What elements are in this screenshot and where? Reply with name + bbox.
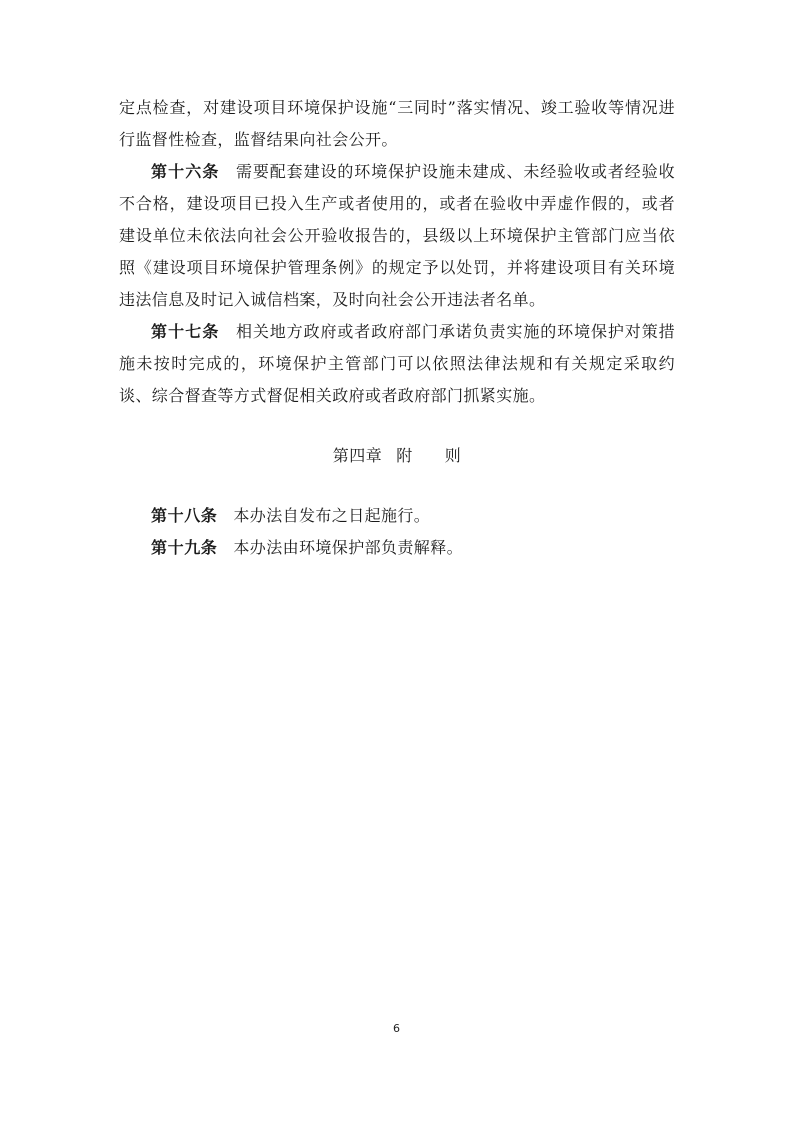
article-17-number: 第十七条: [151, 322, 220, 341]
chapter-number: 第四章: [332, 446, 383, 465]
article-18: [119, 500, 675, 532]
article-18-number: 第十八条: [151, 506, 218, 525]
article-17-text: 相关地方政府或者政府部门承诺负责实施的环境保护对策措施未按时完成的，环境保护主管部门可以依照法律法规和有关规定采取约谈、综合督查等方式督促相关政府或者政府部门抓紧实施。: [119, 322, 676, 405]
article-16-text: 需要配套建设的环境保护设施未建成、未经验收或者经验收不合格，建设项目已投入生产或者使用的，或者在验收中弄虚作假的，或者建设单位未依法向社会公开验收报告的，县级以上环境保护主管部门应当依照《建设项目环境保护管理条例》的规定予以处罚，并将建设项目有关环境违法信息及时记入诚信档案，及时向社会公开违法者名单。: [119, 162, 676, 309]
article-17: [119, 316, 675, 412]
page-number: 6: [393, 1022, 400, 1035]
chapter-title-part2: 则: [444, 446, 462, 465]
document-body: [119, 92, 675, 564]
article-16-number: 第十六条: [151, 162, 220, 181]
chapter-heading: [119, 412, 675, 500]
article-19: [119, 532, 675, 564]
article-18-text: 本办法自发布之日起施行。: [233, 506, 431, 525]
article-19-number: 第十九条: [151, 538, 218, 557]
article-19-text: 本办法由环境保护部负责解释。: [233, 538, 464, 557]
article-16: [119, 156, 675, 316]
chapter-title-part1: 附: [396, 446, 413, 465]
paragraph-continuation: 定点检查，对建设项目环境保护设施“三同时”落实情况、竣工验收等情况进行监督性检查，监督结果向社会公开。: [119, 98, 675, 149]
